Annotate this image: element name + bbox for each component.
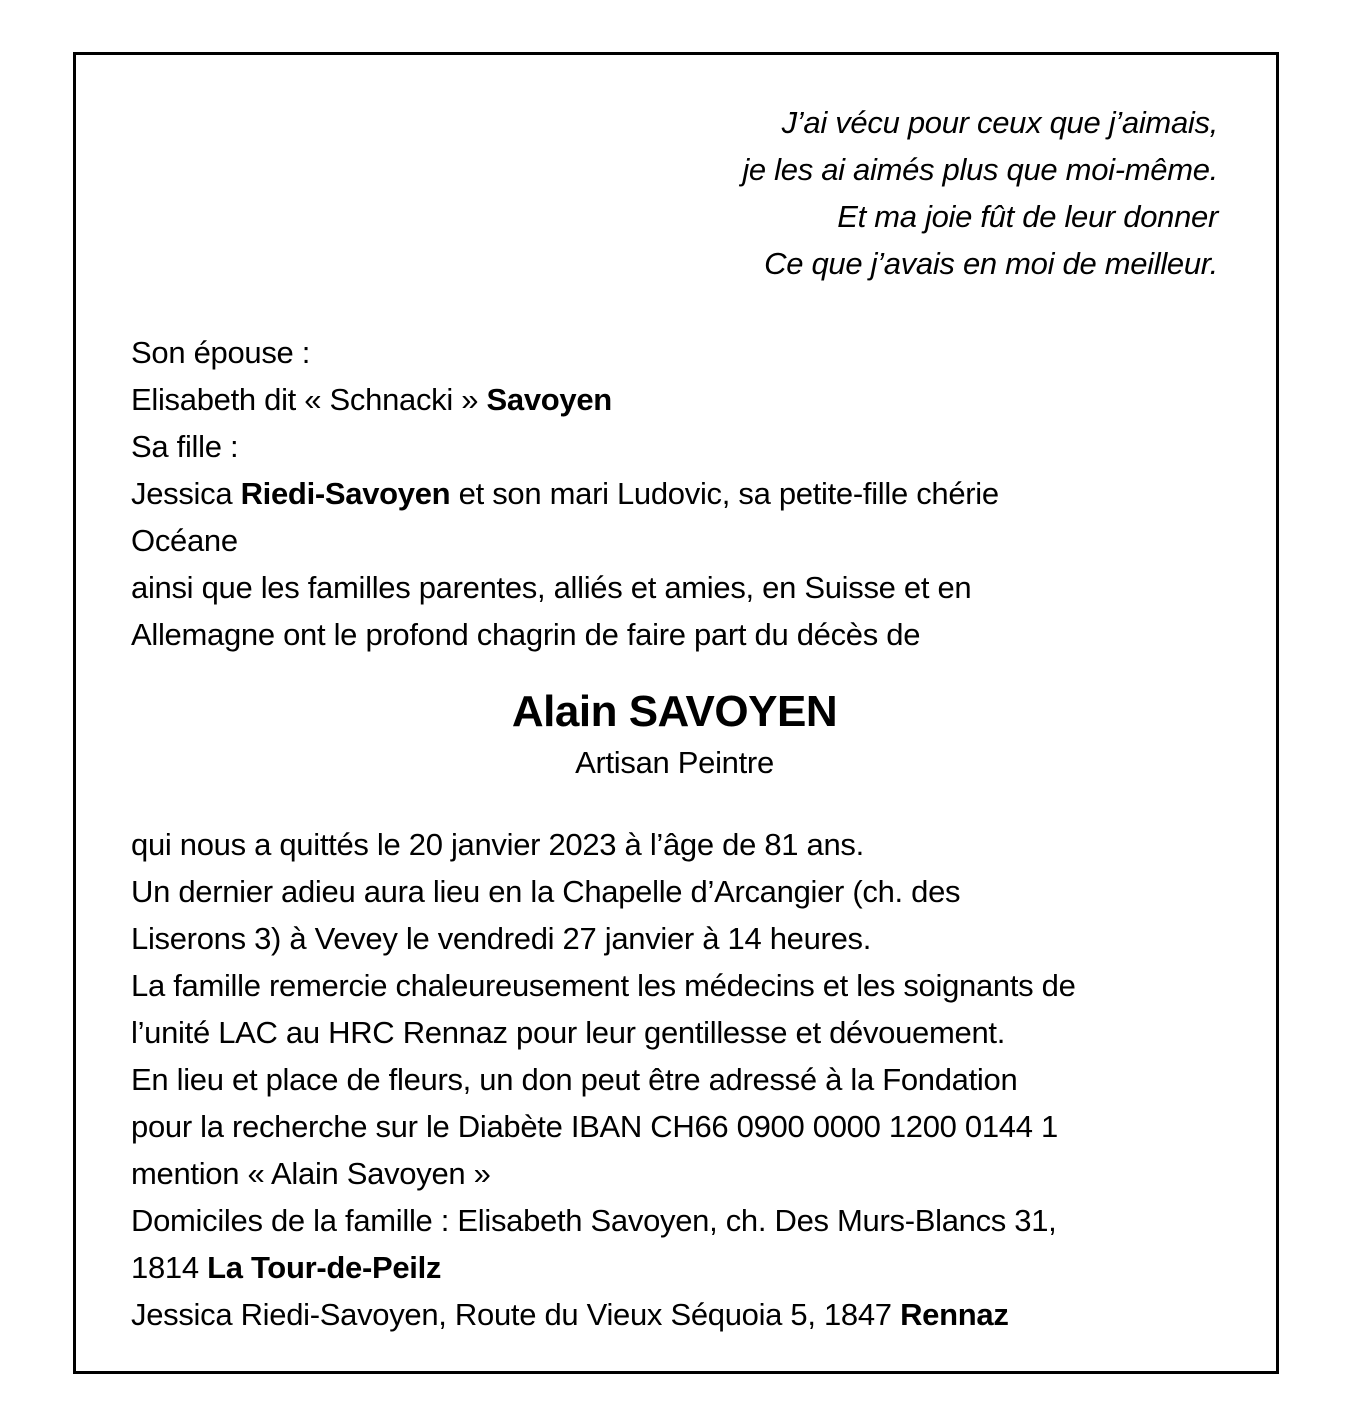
- postal-code: 1814: [131, 1250, 208, 1285]
- spouse-name: [131, 376, 1218, 423]
- epigraph-line: Et ma joie fût de leur donner: [837, 199, 1218, 234]
- domiciles-line: Domiciles de la famille : Elisabeth Savoyen, ch. Des Murs-Blancs 31,: [131, 1203, 1057, 1238]
- epigraph: [131, 99, 1218, 287]
- daughter-label: Sa fille :: [131, 429, 239, 464]
- death-line: qui nous a quittés le 20 janvier 2023 à l’âge de 81 ans.: [131, 827, 864, 862]
- spouse-surname: Savoyen: [486, 382, 612, 417]
- address-text: Jessica Riedi-Savoyen, Route du Vieux Séquoia 5, 1847: [131, 1297, 901, 1332]
- daughter-line-rest: et son mari Ludovic, sa petite-fille chérie: [450, 476, 999, 511]
- epigraph-line: J’ai vécu pour ceux que j’aimais,: [781, 105, 1218, 140]
- farewell-line: Liserons 3) à Vevey le vendredi 27 janvier à 14 heures.: [131, 921, 872, 956]
- family-section: [131, 329, 1218, 658]
- obituary-content: [76, 55, 1276, 1338]
- deceased-profession: Artisan Peintre: [575, 745, 774, 780]
- families-line: Allemagne ont le profond chagrin de faire part du décès de: [131, 617, 921, 652]
- spouse-label: Son épouse :: [131, 335, 311, 370]
- daughter-line: [131, 470, 1218, 517]
- obituary-page: [73, 52, 1279, 1374]
- thanks-line: La famille remercie chaleureusement les médecins et les soignants de: [131, 968, 1076, 1003]
- farewell-line: Un dernier adieu aura lieu en la Chapelle d’Arcangier (ch. des: [131, 874, 961, 909]
- announcement-section: [131, 821, 1218, 1338]
- city-name: Rennaz: [900, 1297, 1009, 1332]
- domiciles-line: [131, 1244, 1218, 1291]
- donation-line: mention « Alain Savoyen »: [131, 1156, 491, 1191]
- thanks-line: l’unité LAC au HRC Rennaz pour leur gentillesse et dévouement.: [131, 1015, 1006, 1050]
- daughter-first-name: Jessica: [131, 476, 241, 511]
- domiciles-line: [131, 1291, 1218, 1338]
- donation-line: En lieu et place de fleurs, un don peut être adressé à la Fondation: [131, 1062, 1018, 1097]
- spouse-name-regular: Elisabeth dit « Schnacki »: [131, 382, 487, 417]
- deceased-name: Alain SAVOYEN: [511, 687, 838, 736]
- epigraph-line: je les ai aimés plus que moi-même.: [742, 152, 1218, 187]
- donation-line: pour la recherche sur le Diabète IBAN CH66 0900 0000 1200 0144 1: [131, 1109, 1058, 1144]
- families-line: ainsi que les familles parentes, alliés et amies, en Suisse et en: [131, 570, 972, 605]
- epigraph-line: Ce que j’avais en moi de meilleur.: [764, 246, 1218, 281]
- daughter-surname: Riedi-Savoyen: [240, 476, 451, 511]
- granddaughter-name: Océane: [131, 523, 238, 558]
- city-name: La Tour-de-Peilz: [207, 1250, 442, 1285]
